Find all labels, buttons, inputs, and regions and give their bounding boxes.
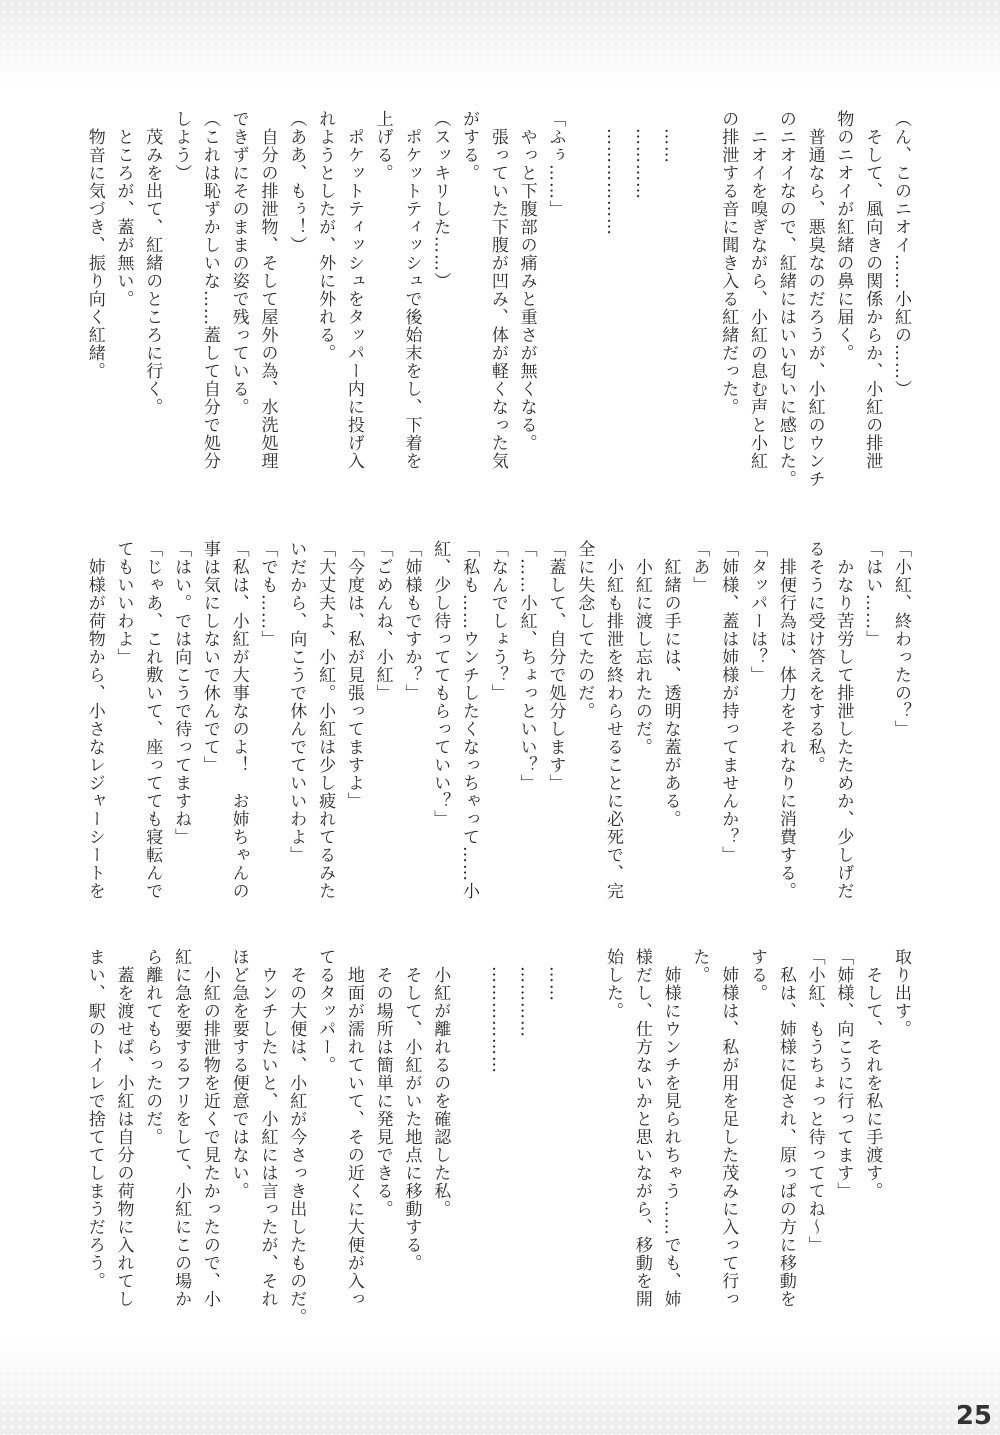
text-line: 紅、少し待っててもらっていい？」 [430,540,451,828]
text-line: 「あ」 [689,540,710,594]
text-line: 「蓋して、自分で処分します」 [545,540,566,792]
text-line: する。 [747,948,768,1002]
text-line: 「大丈夫よ、小紅。小紅は少し疲れてるみた [315,540,336,900]
text-line: そして、風向きの関係からか、小紅の排泄 [862,110,883,470]
text-line: 「タッパーは？」 [747,540,768,684]
text-line: …… [660,110,681,164]
text-line: 「姉様、蓋は姉様が持ってませんか？」 [718,540,739,864]
text-line: かなり苦労して排泄したためか、少しげだ [833,540,854,900]
text-line: 上げる。 [372,110,393,182]
text-line: （ああ、もぅ！） [286,110,307,254]
text-line: 事は気にしないで休んでて」 [199,540,220,774]
text-line: てるタッパー。 [315,948,336,1074]
text-line: 張っていた下腹が凹み、体が軽くなった気 [487,110,508,470]
text-line: 茂みを出て、紅緒のところに行く。 [142,110,163,416]
text-line: その場所は簡単に発見できる。 [372,948,393,1218]
text-line: ポケットティッシュをタッパー内に投げ入 [343,110,364,470]
text-line: 「小紅、終わったの？」 [891,540,911,738]
text-line: 排便行為は、体力をそれなりに消費する。 [775,540,796,900]
text-line: るそうに受け答えをする私。 [804,540,825,774]
text-line [454,948,483,1358]
decorative-top-band [0,0,1000,90]
text-line: 姉様は、私が用を足した茂みに入って行っ [718,948,739,1308]
text-line: ニオイを嗅ぎながら、小紅の息む声と小紅 [747,110,768,470]
text-line: ら離れてもらったのだ。 [142,948,163,1146]
text-line: 蓋を渡せば、小紅は自分の荷物に入れてし [113,948,134,1308]
text-line: 小紅に渡し忘れたのだ。 [631,540,652,756]
text-line: ポケットティッシュで後始末をし、下着を [401,110,422,470]
text-line: の排泄する音に聞き入る紅緒だった。 [718,110,739,416]
text-line: 小紅の排泄物を近くで見たかったので、小 [199,948,220,1308]
text-line: 自分の排泄物、そして屋外の為、水洗処理 [257,110,278,470]
text-line: 全に失念してたのだ。 [574,540,595,720]
text-line: 姉様が荷物から、小さなレジャーシートを [84,540,105,900]
text-tier-2 [80,540,915,950]
text-line: ………… [516,948,537,1038]
text-line: た。 [689,948,710,984]
text-line: しよう） [171,110,192,182]
text-line: 小紅も排泄を終わらせることに必死で、完 [603,540,624,900]
text-line: 「はい。では向こうで待ってますね」 [171,540,192,846]
text-line: 始した。 [603,948,624,1020]
text-line: 「私も……ウンチしたくなっちゃって……小 [459,540,480,900]
text-line: 姉様にウンチを見られちゃう……でも、姉 [660,948,681,1308]
text-line: 小紅が離れるのを確認した私。 [430,948,451,1218]
text-line [569,948,598,1358]
text-line: その大便は、小紅が今さっき出したものだ。 [286,948,307,1326]
text-line: 「私は、小紅が大事なのよ！ お姉ちゃんの [228,540,249,900]
text-line: 「はい……」 [862,540,883,648]
text-line: れようとしたが、外に外れる。 [315,110,336,362]
text-line: 「ふぅ……」 [545,110,566,218]
text-line: 紅緒の手には、透明な蓋がある。 [660,540,681,828]
text-line: 「小紅、もうちょっと待っててね～」 [804,948,825,1254]
text-line: ところが、蓋が無い。 [113,110,134,308]
text-line: ウンチしたいと、小紅には言ったが、それ [257,948,278,1308]
text-line: 「ごめんね、小紅」 [372,540,393,702]
text-line: 普通なら、悪臭なのだろうが、小紅のウンチ [804,110,825,488]
text-line: そして、それを私に手渡す。 [862,948,883,1200]
text-line: 「姉様もですか？」 [401,540,422,702]
text-line: 「じゃあ、これ敷いて、座ってても寝転んで [142,540,163,900]
text-line: いだから、向こうで休んでていいわよ」 [286,540,307,864]
text-line: のニオイなので、紅緒にはいい匂いに感じた。 [775,110,796,488]
text-line: （これは恥ずかしいな……蓋して自分で処分 [199,110,220,470]
text-line: 物音に気づき、振り向く紅緒。 [84,110,105,380]
text-line: 紅に急を要するフリをして、小紅にこの場か [171,948,192,1308]
text-line: （スッキリした……） [430,110,451,290]
text-tier-3 [80,948,915,1358]
text-line: 取り出す。 [891,948,911,1038]
text-line: ……………… [487,948,508,1074]
text-line: そして、小紅がいた地点に移動する。 [401,948,422,1272]
text-tier-1 [80,110,915,520]
text-line: …… [545,948,566,1002]
text-line: ………… [631,110,652,200]
text-line: できずにそのままの姿で残っている。 [228,110,249,416]
text-line: 様だし、仕方ないかと思いながら、移動を開 [631,948,652,1308]
text-line: やっと下腹部の痛みと重さが無くなる。 [516,110,537,452]
text-line [685,110,714,520]
text-line: 「今度は、私が見張ってますよ」 [343,540,364,810]
text-line [569,110,598,520]
page-number: 25 [955,1401,992,1431]
text-line: （ん、このニオイ……小紅の……） [891,110,911,398]
text-line: まい、駅のトイレで捨ててしまうだろう。 [84,948,105,1290]
text-line: 地面が濡れていて、その近くに大便が入っ [343,948,364,1308]
text-line: てもいいわよ」 [113,540,134,666]
text-line: ……………… [603,110,624,236]
text-line: がする。 [459,110,480,182]
text-line: 「でも……」 [257,540,278,648]
text-line: 「……小紅、ちょっといい？」 [516,540,537,792]
text-line: 私は、姉様に促され、原っぱの方に移動を [775,948,796,1308]
text-line: 「なんでしょう？」 [487,540,508,702]
text-line: ほど急を要する便意ではない。 [228,948,249,1200]
text-line: 「姉様、向こうに行ってます」 [833,948,854,1200]
text-line: 物のニオイが紅緒の鼻に届く。 [833,110,854,362]
